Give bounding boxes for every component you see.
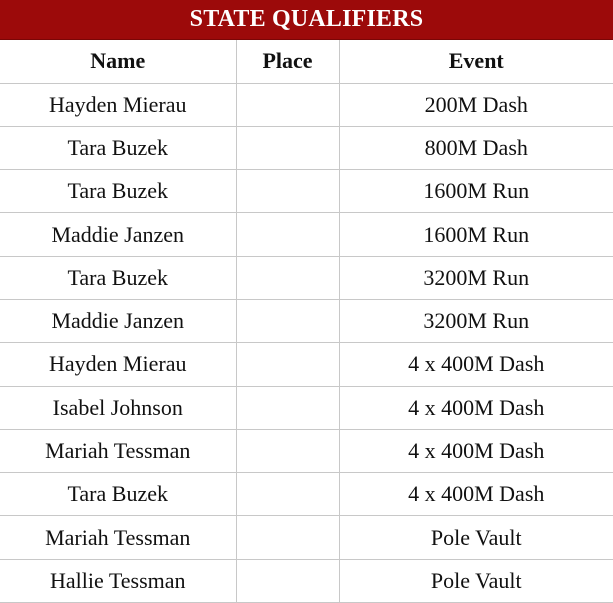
cell-place [236, 83, 339, 126]
table-row [0, 170, 613, 213]
cell-place [236, 386, 339, 429]
cell-place [236, 299, 339, 342]
table-title: STATE QUALIFIERS [0, 0, 613, 40]
cell-name: Mariah Tessman [0, 516, 236, 559]
cell-name: Hayden Mierau [0, 83, 236, 126]
table-row [0, 299, 613, 342]
cell-place [236, 559, 339, 602]
cell-event: 4 x 400M Dash [339, 343, 613, 386]
cell-event: 200M Dash [339, 83, 613, 126]
cell-event: Pole Vault [339, 516, 613, 559]
cell-name: Tara Buzek [0, 126, 236, 169]
table-row [0, 343, 613, 386]
cell-name: Tara Buzek [0, 473, 236, 516]
column-header-event: Event [339, 40, 613, 83]
table-row [0, 126, 613, 169]
column-header-place: Place [236, 40, 339, 83]
qualifiers-table [0, 40, 613, 603]
cell-place [236, 126, 339, 169]
cell-event: 4 x 400M Dash [339, 386, 613, 429]
table-body [0, 83, 613, 603]
table-row [0, 386, 613, 429]
table-row [0, 516, 613, 559]
table-row [0, 83, 613, 126]
cell-name: Maddie Janzen [0, 213, 236, 256]
cell-place [236, 213, 339, 256]
table-row [0, 256, 613, 299]
cell-name: Tara Buzek [0, 170, 236, 213]
cell-name: Mariah Tessman [0, 429, 236, 472]
cell-event: Pole Vault [339, 559, 613, 602]
cell-place [236, 473, 339, 516]
table-row [0, 559, 613, 602]
cell-event: 1600M Run [339, 213, 613, 256]
header-row [0, 40, 613, 83]
cell-name: Hayden Mierau [0, 343, 236, 386]
cell-name: Isabel Johnson [0, 386, 236, 429]
cell-event: 1600M Run [339, 170, 613, 213]
table-row [0, 473, 613, 516]
table-row [0, 429, 613, 472]
cell-event: 800M Dash [339, 126, 613, 169]
cell-place [236, 343, 339, 386]
cell-place [236, 516, 339, 559]
table-row [0, 213, 613, 256]
cell-place [236, 256, 339, 299]
cell-event: 4 x 400M Dash [339, 429, 613, 472]
cell-event: 3200M Run [339, 256, 613, 299]
cell-place [236, 429, 339, 472]
cell-event: 4 x 400M Dash [339, 473, 613, 516]
column-header-name: Name [0, 40, 236, 83]
cell-event: 3200M Run [339, 299, 613, 342]
cell-name: Maddie Janzen [0, 299, 236, 342]
table-header [0, 40, 613, 83]
cell-name: Tara Buzek [0, 256, 236, 299]
cell-name: Hallie Tessman [0, 559, 236, 602]
cell-place [236, 170, 339, 213]
